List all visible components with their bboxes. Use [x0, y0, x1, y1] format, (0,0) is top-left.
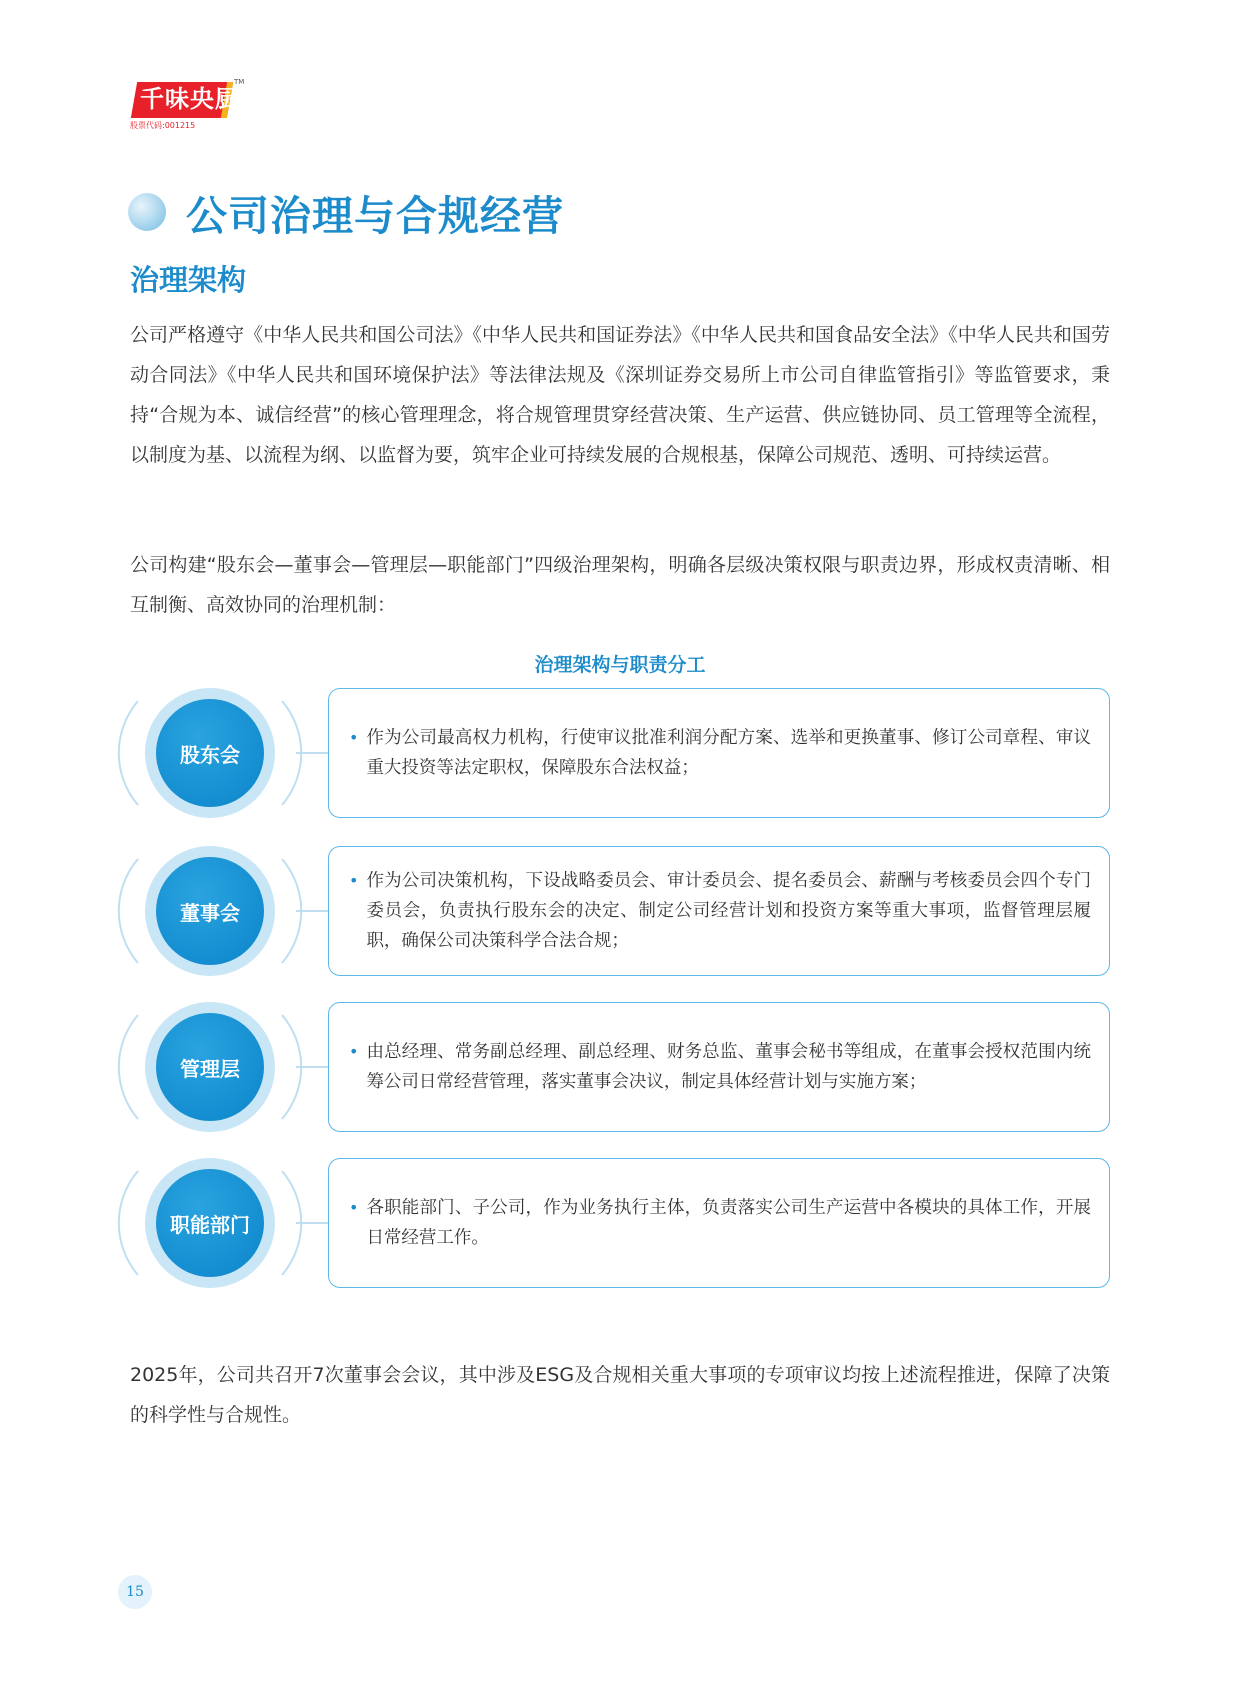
connector-line [296, 1066, 328, 1068]
duty-box [328, 688, 1110, 818]
duty-text: 由总经理、常务副总经理、副总经理、财务总监、董事会秘书等组成，在董事会授权范围内统筹公司日常经营管理，落实董事会决议，制定具体经营计划与实施方案； [366, 1042, 1091, 1092]
level-circle: 职能部门 [156, 1169, 264, 1277]
governance-row [120, 1002, 1110, 1132]
connector-line [296, 910, 328, 912]
company-logo [128, 78, 245, 130]
section-title: 公司治理与合规经营 [186, 191, 564, 240]
logo-stock-code: 股票代码:001215 [130, 121, 196, 130]
connector-line [296, 1222, 328, 1224]
section-header [128, 182, 564, 242]
governance-row [120, 688, 1110, 818]
paragraph-compliance: 公司严格遵守《中华人民共和国公司法》《中华人民共和国证券法》《中华人民共和国食品安全法》《中华人民共和国劳动合同法》《中华人民共和国环境保护法》等法律法规及《深圳证券交易所上市公司自律监管指引》等监管要求，秉持“合规为本、诚信经营”的核心管理理念，将合规管理贯穿经营决策、生产运营、供应链协同、员工管理等全流程，以制度为基、以流程为纲、以监督为要，筑牢企业可持续发展的合规根基，保障公司规范、透明、可持续运营。 [130, 324, 1110, 466]
section-bullet-icon [128, 193, 166, 231]
duty-text: 各职能部门、子公司，作为业务执行主体，负责落实公司生产运营中各模块的具体工作，开展日常经营工作。 [366, 1198, 1091, 1248]
logo-trademark: TM [234, 78, 245, 86]
bullet-icon: • [349, 871, 359, 890]
duty-box [328, 846, 1110, 976]
duty-text: 作为公司决策机构，下设战略委员会、审计委员会、提名委员会、薪酬与考核委员会四个专门委员会，负责执行股东会的决定、制定公司经营计划和投资方案等重大事项，监督管理层履职，确保公司决策科学合法合规； [366, 871, 1091, 951]
sub-title: 治理架构 [130, 263, 247, 297]
paragraph-structure: 公司构建“股东会—董事会—管理层—职能部门”四级治理架构，明确各层级决策权限与职责边界，形成权责清晰、相互制衡、高效协同的治理机制： [130, 554, 1110, 616]
governance-row [120, 846, 1110, 976]
duty-text: 作为公司最高权力机构，行使审议批准利润分配方案、选举和更换董事、修订公司章程、审议重大投资等法定职权，保障股东合法权益； [366, 728, 1091, 778]
level-circle: 管理层 [156, 1013, 264, 1121]
diagram-title: 治理架构与职责分工 [534, 654, 706, 676]
duty-box [328, 1158, 1110, 1288]
connector-line [296, 752, 328, 754]
bullet-icon: • [349, 728, 359, 747]
logo-name: 千味央厨 [140, 85, 240, 113]
duty-box [328, 1002, 1110, 1132]
level-circle: 股东会 [156, 699, 264, 807]
level-circle: 董事会 [156, 857, 264, 965]
page-number: 15 [118, 1575, 152, 1609]
bullet-icon: • [349, 1042, 359, 1061]
governance-row [120, 1158, 1110, 1288]
bullet-icon: • [349, 1198, 359, 1217]
paragraph-meetings: 2025年，公司共召开7次董事会会议，其中涉及ESG及合规相关重大事项的专项审议均按上述流程推进，保障了决策的科学性与合规性。 [130, 1364, 1110, 1426]
